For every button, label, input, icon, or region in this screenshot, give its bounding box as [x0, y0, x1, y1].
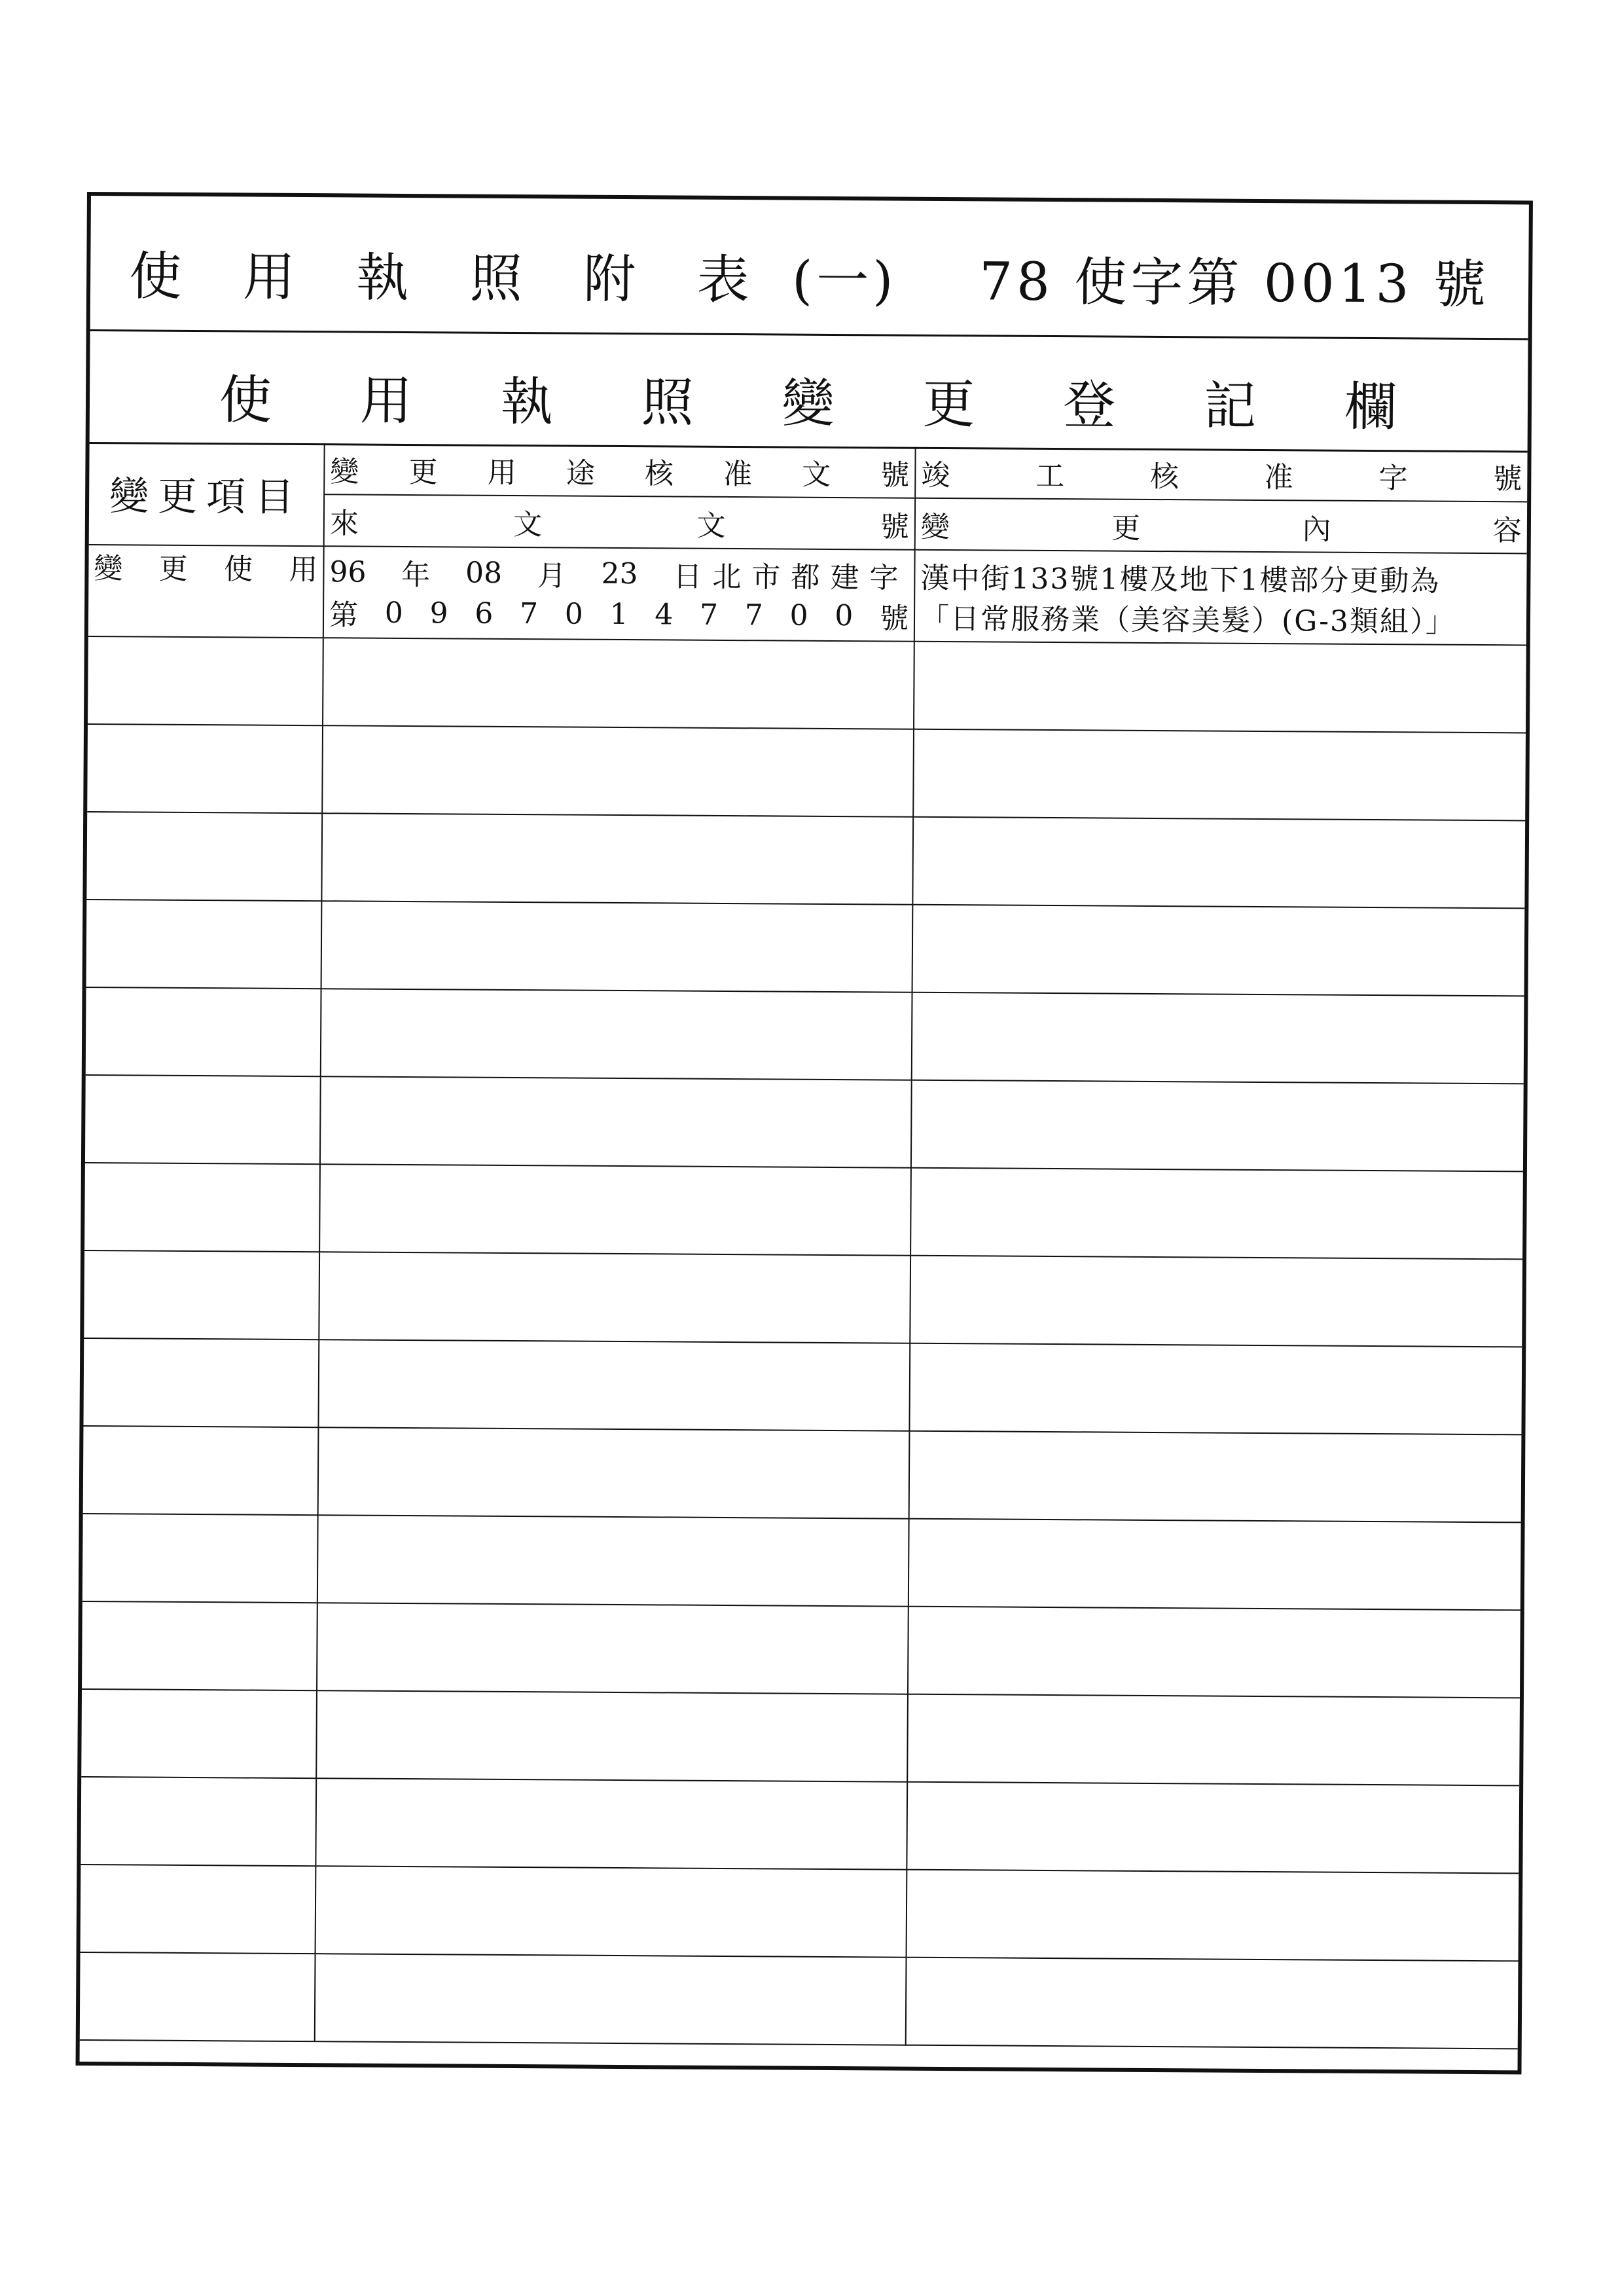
header-char: 內: [1302, 512, 1331, 547]
entry-doc-token: 0: [384, 596, 403, 630]
entry-doc-token: 08: [465, 556, 503, 590]
blank-cell: [88, 636, 323, 725]
blank-cell: [315, 1954, 907, 2045]
entry-doc-token: 23: [601, 556, 638, 591]
blank-cell: [322, 725, 914, 817]
blank-cell: [319, 1164, 911, 1256]
header-char: 變: [330, 454, 359, 489]
entry-item-char: 用: [289, 553, 318, 587]
blank-cell: [907, 1782, 1519, 1874]
blank-cell: [321, 989, 912, 1080]
blank-cell: [83, 1338, 319, 1427]
blank-cell: [315, 1866, 907, 1958]
table-row: [88, 545, 1527, 645]
header-char: 容: [1492, 513, 1522, 547]
header-char: 文: [696, 509, 726, 543]
banner-row: [90, 329, 1528, 452]
blank-cell: [87, 724, 323, 813]
form-title: [90, 234, 1529, 318]
blank-cell: [318, 1427, 910, 1519]
blank-cell: [912, 817, 1525, 909]
blank-cell: [907, 1870, 1519, 1961]
title-row: [90, 196, 1529, 340]
banner-char: 執: [500, 371, 554, 433]
entry-doc-token: 1: [609, 597, 628, 631]
blank-cell: [908, 1607, 1520, 1698]
table-row: [80, 1952, 1519, 2049]
header-approve-cell: [915, 447, 1528, 554]
header-row: [89, 442, 1528, 553]
banner-char: 欄: [1344, 376, 1397, 438]
blank-cell: [910, 1256, 1522, 1347]
entry-doc-token: 7: [744, 598, 763, 632]
blank-cell: [86, 900, 322, 989]
form-title-number: 78 使字第 0013 號: [979, 251, 1490, 316]
table-row: [85, 1075, 1524, 1171]
blank-cell: [906, 1958, 1519, 2049]
header-char: 來: [329, 506, 359, 541]
entry-doc-line1: [329, 551, 908, 595]
blank-cell: [908, 1519, 1521, 1611]
table-row: [81, 1689, 1520, 1785]
blank-cell: [81, 1777, 316, 1866]
banner-char: 更: [922, 373, 975, 435]
blank-cell: [81, 1689, 317, 1778]
blank-cell: [317, 1603, 908, 1694]
table-row: [82, 1601, 1520, 1698]
entry-item-cell: [88, 545, 324, 638]
entry-item-char: 使: [223, 553, 253, 587]
form-title-prefix: 使 用 執 照 附 表: [129, 246, 772, 311]
entry-doc-token: 6: [475, 596, 494, 630]
blank-cell: [85, 1075, 321, 1164]
entry-doc-token: 0: [835, 598, 854, 632]
entry-doc-token: 0: [789, 598, 808, 632]
entry-doc-token: 4: [655, 597, 674, 631]
blank-cell: [912, 993, 1524, 1084]
header-char: 准: [1264, 460, 1293, 494]
record-table: [80, 442, 1528, 2070]
blank-cell: [84, 1250, 319, 1339]
banner-char: 用: [359, 370, 413, 432]
header-char: 准: [723, 457, 753, 491]
header-char: 途: [566, 456, 595, 490]
banner-char: 登: [1063, 374, 1116, 436]
header-char: 文: [802, 458, 831, 492]
blank-cell: [315, 1778, 907, 1870]
header-char: 文: [513, 507, 543, 541]
header-char: 工: [1035, 459, 1065, 493]
blank-cell: [82, 1601, 317, 1690]
entry-doc-token: 0: [564, 596, 583, 631]
header-char: 號: [1493, 462, 1522, 496]
permit-form: [76, 192, 1533, 2074]
entry-doc-token: 7: [699, 598, 719, 632]
blank-cell: [321, 901, 913, 993]
blank-cell: [323, 638, 914, 729]
blank-cell: [910, 1168, 1523, 1260]
table-row: [82, 1514, 1521, 1610]
blank-cell: [912, 905, 1525, 996]
entry-doc-cell: [323, 546, 915, 642]
blank-cell: [80, 1952, 315, 2041]
blank-cell: [913, 729, 1526, 821]
entry-content-line1: 漢中街133號1樓及地下1樓部分更動為: [920, 561, 1441, 598]
entry-doc-line2: [329, 592, 908, 636]
entry-doc-token: 號: [879, 602, 909, 636]
header-change-item: 變更項目: [89, 442, 325, 546]
blank-cell: [81, 1865, 316, 1954]
table-row: [81, 1865, 1519, 1961]
blank-cell: [83, 1426, 319, 1515]
banner-char: 使: [219, 369, 272, 431]
header-char: 更: [1111, 511, 1141, 545]
entry-doc-token: 96: [329, 555, 367, 589]
banner-char: 照: [641, 372, 694, 433]
table-row: [81, 1777, 1519, 1873]
header-char: 用: [487, 456, 516, 490]
entry-content-cell: [914, 550, 1527, 646]
entry-doc-token: 年: [401, 558, 431, 592]
banner-char: 記: [1203, 375, 1257, 437]
header-char: 核: [1149, 460, 1179, 494]
entry-item-char: 變: [94, 552, 123, 586]
blank-cell: [321, 813, 913, 905]
entry-doc-token: 第: [329, 598, 359, 632]
blank-cell: [911, 1080, 1524, 1172]
blank-cell: [316, 1690, 908, 1782]
blank-cell: [86, 987, 321, 1076]
header-char: 核: [644, 456, 674, 490]
blank-cell: [86, 812, 322, 901]
entry-doc-token: 7: [519, 596, 539, 630]
blank-cell: [320, 1076, 912, 1168]
blank-cell: [907, 1694, 1520, 1786]
banner-char: 變: [782, 373, 835, 434]
blank-cell: [319, 1252, 910, 1343]
table-row: [86, 987, 1524, 1084]
table-row: [86, 900, 1525, 996]
header-char: 更: [408, 455, 438, 489]
blank-cell: [82, 1514, 318, 1603]
table-row: [84, 1163, 1523, 1259]
header-char: 變: [920, 510, 950, 544]
blank-cell: [909, 1343, 1522, 1435]
table-row: [83, 1426, 1522, 1522]
header-char: 號: [880, 458, 910, 492]
header-char: 號: [880, 509, 910, 544]
header-doc-bottom: [325, 495, 914, 549]
blank-cell: [84, 1163, 320, 1252]
entry-doc-token: 日北市都建字: [673, 560, 909, 595]
header-doc-top: [325, 443, 914, 499]
blank-cell: [909, 1431, 1522, 1523]
entry-doc-token: 9: [429, 596, 448, 630]
blank-cell: [317, 1515, 909, 1607]
entry-doc-token: 月: [537, 559, 566, 593]
blank-cell: [914, 642, 1526, 733]
table-row: [83, 1338, 1522, 1434]
table-row: [88, 636, 1526, 733]
blank-cell: [318, 1339, 910, 1431]
header-char: 竣: [921, 458, 950, 492]
form-title-paren: (一): [791, 249, 897, 312]
table-row: [86, 812, 1525, 908]
header-approve-bottom: [916, 499, 1527, 553]
banner-heading: [90, 357, 1528, 441]
header-doc-cell: [324, 443, 916, 550]
table-row: [87, 724, 1526, 820]
entry-content-line2: 「日常服務業（美容美髮）(G-3類組）」: [920, 602, 1456, 639]
header-approve-top: [916, 447, 1527, 503]
table-row: [84, 1250, 1522, 1347]
entry-item-char: 更: [158, 552, 188, 586]
header-char: 字: [1378, 461, 1408, 495]
